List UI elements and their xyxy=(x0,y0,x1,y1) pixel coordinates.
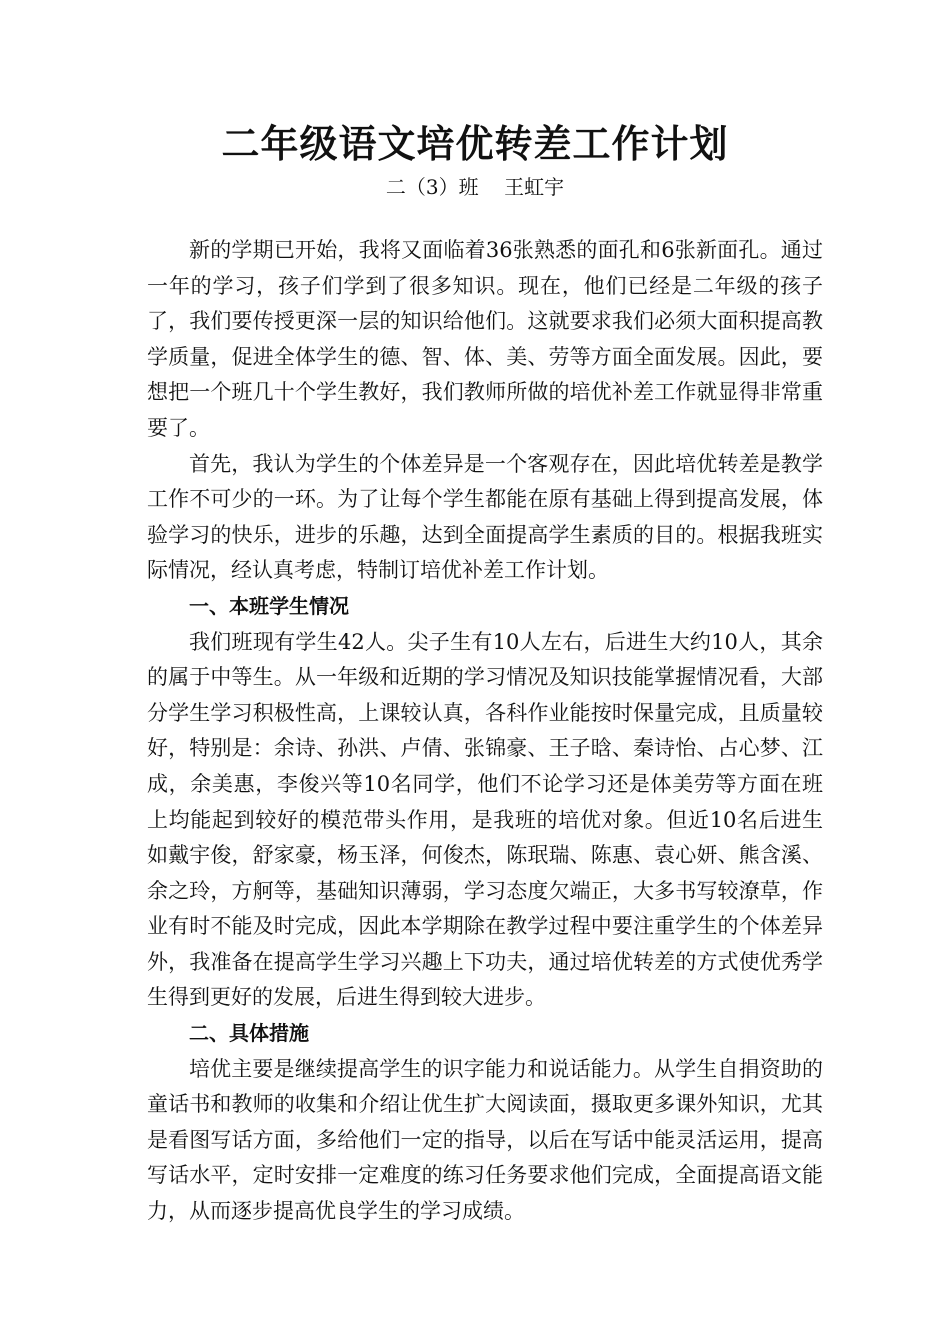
document-subtitle: 二（3）班 王虹宇 xyxy=(385,175,565,199)
paragraph-purpose: 首先，我认为学生的个体差异是一个客观存在，因此培优转差是教学工作不可少的一环。为了让每个学生都能在原有基础上得到提高发展，体验学习的快乐，进步的乐趣，达到全面提高学生素质的目的。根据我班实际情况，经认真考虑，特制订培优补差工作计划。 xyxy=(147,451,823,583)
paragraph-measures: 培优主要是继续提高学生的识字能力和说话能力。从学生自捐资助的童话书和教师的收集和介绍让优生扩大阅读面，摄取更多课外知识，尤其是看图写话方面，多给他们一定的指导，以后在写话中能灵活运用，提高写话水平，定时安排一定难度的练习任务要求他们完成，全面提高语文能力，从而逐步提高优良学生的学习成绩。 xyxy=(147,1056,823,1224)
document-body xyxy=(147,233,823,1230)
section-heading-measures: 二、具体措施 xyxy=(189,1021,309,1046)
paragraph-intro: 新的学期已开始，我将又面临着36张熟悉的面孔和6张新面孔。通过一年的学习，孩子们学到了很多知识。现在，他们已经是二年级的孩子了，我们要传授更深一层的知识给他们。这就要求我们必须大面积提高教学质量，促进全体学生的德、智、体、美、劳等方面全面发展。因此，要想把一个班几十个学生教好，我们教师所做的培优补差工作就显得非常重要了。 xyxy=(147,238,823,440)
section-heading-class-situation: 一、本班学生情况 xyxy=(189,593,349,618)
document-title: 二年级语文培优转差工作计划 xyxy=(221,121,729,166)
paragraph-class-situation: 我们班现有学生42人。尖子生有10人左右，后进生大约10人，其余的属于中等生。从一年级和近期的学习情况及知识技能掌握情况看，大部分学生学习积极性高，上课较认真，各科作业能按时保量完成，且质量较好，特别是：余诗、孙洪、卢倩、张锦豪、王子晗、秦诗怡、占心梦、江成，余美惠，李俊兴等10名同学，他们不论学习还是体美劳等方面在班上均能起到较好的模范带头作用，是我班的培优对象。但近10名后进生如戴宇俊，舒家豪，杨玉泽，何俊杰，陈珉瑞、陈惠、袁心妍、熊含溪、余之玲，方舸等，基础知识薄弱，学习态度欠端正，大多书写较潦草，作业有时不能及时完成，因此本学期除在教学过程中要注重学生的个体差异外，我准备在提高学生学习兴趣上下功夫，通过培优转差的方式使优秀学生得到更好的发展，后进生得到较大进步。 xyxy=(147,629,823,1010)
